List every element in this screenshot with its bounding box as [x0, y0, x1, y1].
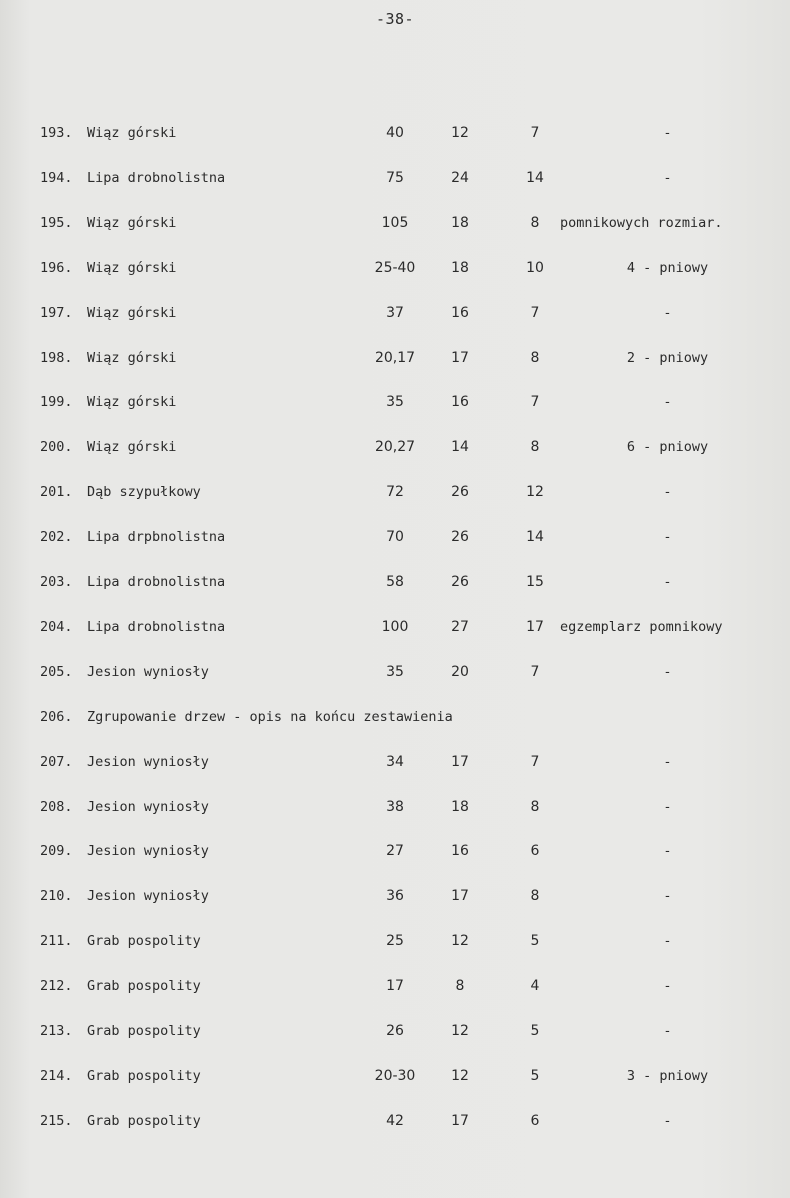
list-item — [0, 436, 790, 458]
circumference-value: 36 — [386, 888, 404, 905]
species-name: Wiąz górski — [87, 439, 177, 456]
crown-value: 5 — [530, 1023, 540, 1039]
crown-value: 7 — [530, 125, 540, 141]
circumference-value: 34 — [386, 753, 404, 770]
species-name: Jesion wyniosły — [87, 753, 209, 770]
crown-value: 14 — [526, 529, 544, 546]
height-value: 16 — [451, 394, 469, 411]
circumference-value: 17 — [386, 978, 404, 995]
species-name: Lipa drobnolistna — [87, 169, 226, 186]
remarks: - — [663, 125, 672, 141]
list-item — [0, 661, 790, 683]
circumference-value: 20,17 — [374, 349, 416, 366]
crown-value: 8 — [530, 214, 540, 231]
circumference-value: 35 — [386, 663, 404, 680]
remarks: - — [663, 484, 672, 501]
crown-value: 7 — [530, 753, 540, 770]
crown-value: 5 — [530, 1067, 540, 1084]
list-item — [0, 122, 790, 144]
remarks: - — [663, 1023, 672, 1039]
circumference-value: 100 — [381, 618, 409, 635]
remarks: 6 - pniowy — [626, 439, 709, 456]
remarks: pomnikowych rozmiar. — [560, 214, 723, 231]
height-value: 16 — [451, 304, 469, 321]
circumference-value: 37 — [386, 304, 404, 321]
list-item — [0, 706, 790, 728]
list-item — [0, 481, 790, 503]
remarks: 4 - pniowy — [626, 259, 709, 276]
species-name: Wiąz górski — [87, 214, 177, 231]
entry-number: 199. — [40, 394, 73, 411]
crown-value: 15 — [526, 574, 544, 590]
species-name: Wiąz górski — [87, 349, 177, 366]
circumference-value: 20-30 — [374, 1067, 416, 1084]
list-item — [0, 796, 790, 818]
remarks: - — [663, 1112, 672, 1129]
species-name: Jesion wyniosły — [87, 888, 209, 905]
remarks: - — [663, 574, 672, 590]
remarks: - — [663, 888, 672, 905]
circumference-value: 25-40 — [374, 259, 416, 276]
height-value: 17 — [451, 349, 469, 366]
crown-value: 8 — [530, 349, 540, 366]
entry-number: 215. — [40, 1112, 73, 1129]
page-number: -38- — [375, 10, 415, 28]
height-value: 18 — [451, 214, 469, 231]
list-item — [0, 167, 790, 189]
height-value: 12 — [451, 125, 469, 141]
height-value: 12 — [451, 1067, 469, 1084]
height-value: 26 — [451, 574, 469, 590]
height-value: 18 — [451, 259, 469, 276]
entry-number: 197. — [40, 304, 73, 321]
crown-value: 7 — [530, 394, 540, 411]
crown-value: 14 — [526, 169, 544, 186]
entry-number: 212. — [40, 978, 73, 995]
circumference-value: 38 — [386, 798, 404, 815]
remarks: - — [663, 394, 672, 411]
entry-number: 196. — [40, 259, 73, 276]
species-name: Lipa drobnolistna — [87, 618, 226, 635]
list-item — [0, 1065, 790, 1087]
species-name: Grab pospolity — [87, 1023, 201, 1039]
remarks: - — [663, 798, 672, 815]
list-item — [0, 751, 790, 773]
height-value: 12 — [451, 1023, 469, 1039]
entry-number: 193. — [40, 125, 73, 141]
entry-number: 210. — [40, 888, 73, 905]
crown-value: 10 — [526, 259, 544, 276]
species-name: Grab pospolity — [87, 1067, 201, 1084]
list-item — [0, 302, 790, 324]
remarks: - — [663, 843, 672, 860]
height-value: 18 — [451, 798, 469, 815]
entry-number: 203. — [40, 574, 73, 590]
entry-number: 205. — [40, 663, 73, 680]
list-item — [0, 1020, 790, 1042]
entry-number: 195. — [40, 214, 73, 231]
remarks: - — [663, 304, 672, 321]
circumference-value: 20,27 — [374, 439, 416, 456]
remarks: 2 - pniowy — [626, 349, 709, 366]
circumference-value: 35 — [386, 394, 404, 411]
entry-number: 207. — [40, 753, 73, 770]
height-value: 17 — [451, 1112, 469, 1129]
circumference-value: 42 — [386, 1112, 404, 1129]
remarks: - — [663, 933, 672, 950]
height-value: 14 — [451, 439, 469, 456]
species-name: Wiąz górski — [87, 394, 177, 411]
height-value: 17 — [451, 888, 469, 905]
circumference-value: 105 — [381, 214, 409, 231]
list-item — [0, 347, 790, 369]
entry-number: 208. — [40, 798, 73, 815]
species-name: Grab pospolity — [87, 1112, 201, 1129]
list-item — [0, 391, 790, 413]
list-item — [0, 571, 790, 593]
height-value: 26 — [451, 529, 469, 546]
crown-value: 6 — [530, 843, 540, 860]
entry-number: 204. — [40, 618, 73, 635]
crown-value: 8 — [530, 439, 540, 456]
crown-value: 4 — [530, 978, 540, 995]
height-value: 8 — [455, 978, 465, 995]
crown-value: 8 — [530, 888, 540, 905]
circumference-value: 40 — [386, 125, 404, 141]
list-item — [0, 885, 790, 907]
remarks: - — [663, 529, 672, 546]
height-value: 24 — [451, 169, 469, 186]
entry-number: 214. — [40, 1067, 73, 1084]
entry-number: 202. — [40, 529, 73, 546]
circumference-value: 25 — [386, 933, 404, 950]
crown-value: 17 — [526, 618, 544, 635]
species-name: Lipa drpbnolistna — [87, 529, 226, 546]
list-item — [0, 212, 790, 234]
crown-value: 7 — [530, 663, 540, 680]
entry-number: 209. — [40, 843, 73, 860]
species-name: Wiąz górski — [87, 304, 177, 321]
height-value: 20 — [451, 663, 469, 680]
entry-number: 198. — [40, 349, 73, 366]
entry-number: 200. — [40, 439, 73, 456]
circumference-value: 72 — [386, 484, 404, 501]
remarks: 3 - pniowy — [626, 1067, 709, 1084]
height-value: 12 — [451, 933, 469, 950]
crown-value: 12 — [526, 484, 544, 501]
remarks: - — [663, 978, 672, 995]
circumference-value: 75 — [386, 169, 404, 186]
list-item — [0, 840, 790, 862]
height-value: 16 — [451, 843, 469, 860]
species-name: Dąb szypułkowy — [87, 484, 201, 501]
entry-number: 206. — [40, 708, 73, 725]
list-item — [0, 1110, 790, 1132]
entry-number: 194. — [40, 169, 73, 186]
list-item — [0, 616, 790, 638]
species-name: Wiąz górski — [87, 125, 177, 141]
remarks: - — [663, 663, 672, 680]
height-value: 26 — [451, 484, 469, 501]
species-name: Wiąz górski — [87, 259, 177, 276]
remarks: egzemplarz pomnikowy — [560, 618, 723, 635]
species-name: Lipa drobnolistna — [87, 574, 226, 590]
list-item — [0, 930, 790, 952]
height-value: 27 — [451, 618, 469, 635]
list-item — [0, 975, 790, 997]
entry-number: 211. — [40, 933, 73, 950]
species-name: Jesion wyniosły — [87, 843, 209, 860]
species-name: Jesion wyniosły — [87, 663, 209, 680]
entry-description: Zgrupowanie drzew - opis na końcu zestawienia — [87, 708, 453, 725]
species-name: Jesion wyniosły — [87, 798, 209, 815]
crown-value: 8 — [530, 798, 540, 815]
remarks: - — [663, 753, 672, 770]
remarks: - — [663, 169, 672, 186]
circumference-value: 58 — [386, 574, 404, 590]
circumference-value: 26 — [386, 1023, 404, 1039]
height-value: 17 — [451, 753, 469, 770]
circumference-value: 27 — [386, 843, 404, 860]
list-item — [0, 257, 790, 279]
entry-number: 213. — [40, 1023, 73, 1039]
crown-value: 6 — [530, 1112, 540, 1129]
crown-value: 7 — [530, 304, 540, 321]
circumference-value: 70 — [386, 529, 404, 546]
list-item — [0, 526, 790, 548]
entry-number: 201. — [40, 484, 73, 501]
species-name: Grab pospolity — [87, 933, 201, 950]
species-name: Grab pospolity — [87, 978, 201, 995]
crown-value: 5 — [530, 933, 540, 950]
